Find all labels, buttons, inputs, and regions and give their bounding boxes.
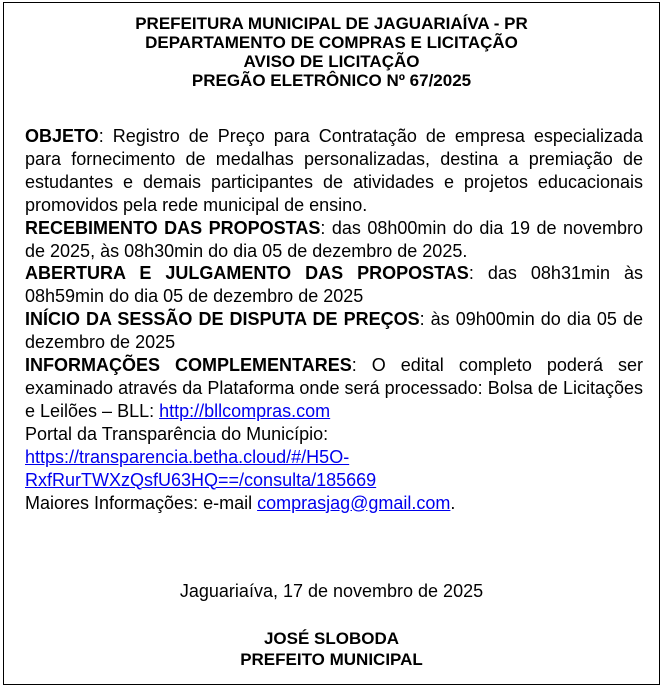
notice-frame xyxy=(3,2,660,685)
inicio-label: INÍCIO DA SESSÃO DE DISPUTA DE PREÇOS xyxy=(25,309,420,330)
signature-title: PREFEITO MUNICIPAL xyxy=(240,650,423,669)
informacoes-text: : O edital completo poderá ser examinado através da Plataforma onde será processado: Bolsa de Licitações e Leilões – BLL: xyxy=(25,355,643,421)
notice-header xyxy=(4,14,659,90)
header-line-3: AVISO DE LICITAÇÃO xyxy=(243,52,420,71)
portal-link-part-1[interactable]: https://transparencia.betha.cloud/#/H5O- xyxy=(25,446,350,467)
maiores-suffix: . xyxy=(450,492,456,513)
informacoes-label: INFORMAÇÕES COMPLEMENTARES xyxy=(25,355,352,376)
informacoes-paragraph xyxy=(25,354,643,423)
bll-link[interactable]: http://bllcompras.com xyxy=(159,400,331,421)
abertura-text: : das 08h31min às 08h59min do dia 05 de dezembro de 2025 xyxy=(25,263,644,307)
portal-link-part-2[interactable]: RxfRurTWXzQsfU63HQ==/consulta/185669 xyxy=(25,469,377,490)
inicio-paragraph xyxy=(25,308,643,354)
notice-date: Jaguariaíva, 17 de novembro de 2025 xyxy=(179,581,484,601)
portal-link-paragraph xyxy=(25,446,643,492)
recebimento-text: : das 08h00min do dia 19 de novembro de 2025, às 08h30min do dia 05 de dezembro de 2025. xyxy=(25,217,644,261)
objeto-text: : Registro de Preço para Contratação de empresa especializada para fornecimento de medalhas personalizadas, destina a premiação de estudantes e demais participantes de atividades e projetos educacionais promovidos pela rede municipal de ensino. xyxy=(25,126,643,215)
objeto-paragraph xyxy=(25,125,643,217)
objeto-label: OBJETO xyxy=(25,126,99,146)
signature-block xyxy=(4,628,659,670)
notice-body xyxy=(25,125,643,514)
header-line-4: PREGÃO ELETRÔNICO Nº 67/2025 xyxy=(191,71,472,90)
abertura-label: ABERTURA E JULGAMENTO DAS PROPOSTAS xyxy=(25,263,469,284)
abertura-paragraph xyxy=(25,262,643,308)
signature-name: JOSÉ SLOBODA xyxy=(263,629,400,648)
header-line-1: PREFEITURA MUNICIPAL DE JAGUARIAÍVA - PR xyxy=(135,14,528,33)
portal-label: Portal da Transparência do Município: xyxy=(25,423,329,444)
header-line-2: DEPARTAMENTO DE COMPRAS E LICITAÇÃO xyxy=(145,33,518,52)
maiores-informacoes-paragraph xyxy=(25,492,643,515)
recebimento-label: RECEBIMENTO DAS PROPOSTAS xyxy=(25,217,321,238)
maiores-prefix: Maiores Informações: e-mail xyxy=(25,492,258,513)
recebimento-paragraph xyxy=(25,217,643,263)
email-link[interactable]: comprasjag@gmail.com xyxy=(257,492,451,513)
inicio-text: : às 09h00min do dia 05 de dezembro de 2025 xyxy=(25,309,643,353)
